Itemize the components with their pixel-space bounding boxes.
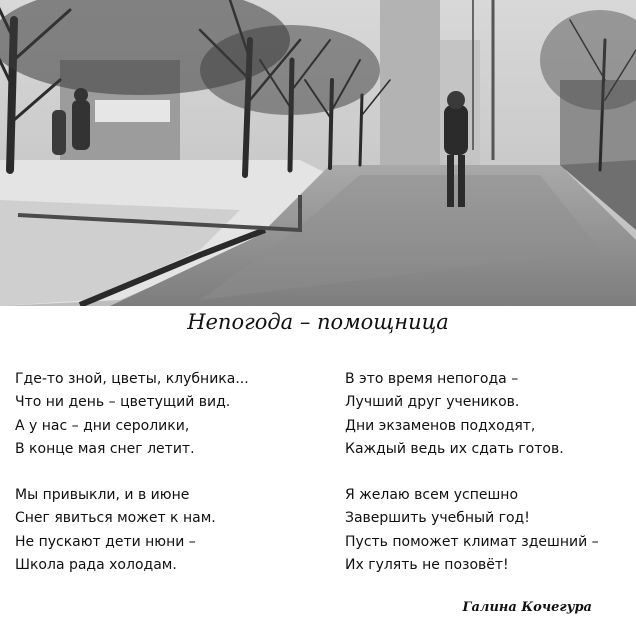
poem-line: Не пускают дети нюни –	[15, 533, 196, 550]
poem-line: Дни экзаменов подходят,	[345, 417, 536, 434]
poem-line: В это время непогода –	[345, 371, 519, 387]
poem-line: Школа рада холодам.	[15, 556, 177, 573]
poem-line: А у нас – дни серолики,	[15, 417, 190, 434]
poem-line: В конце мая снег летит.	[15, 440, 195, 457]
poem-line: Что ни день – цветущий вид.	[15, 394, 231, 411]
poem-line: Каждый ведь их сдать готов.	[345, 440, 564, 457]
poem-author: Галина Кочегура	[462, 600, 592, 615]
poem-line: Где-то зной, цветы, клубника...	[15, 371, 249, 387]
rainy-street-photo	[0, 0, 636, 306]
poem-line: Завершить учебный год!	[345, 510, 530, 527]
poem-line: Пусть поможет климат здешний –	[345, 533, 599, 550]
stanza-1	[15, 368, 249, 461]
poem-line: Мы привыкли, и в июне	[15, 487, 190, 503]
poem-line: Снег явиться может к нам.	[15, 510, 216, 527]
poem-line: Лучший друг учеников.	[345, 394, 520, 411]
stanza-3	[15, 484, 216, 577]
stanza-2	[345, 368, 564, 461]
poem-line: Я желаю всем успешно	[345, 487, 519, 503]
stanza-4	[345, 484, 599, 577]
poem-line: Их гулять не позовёт!	[345, 556, 509, 573]
poem-title: Непогода – помощница	[187, 310, 449, 334]
